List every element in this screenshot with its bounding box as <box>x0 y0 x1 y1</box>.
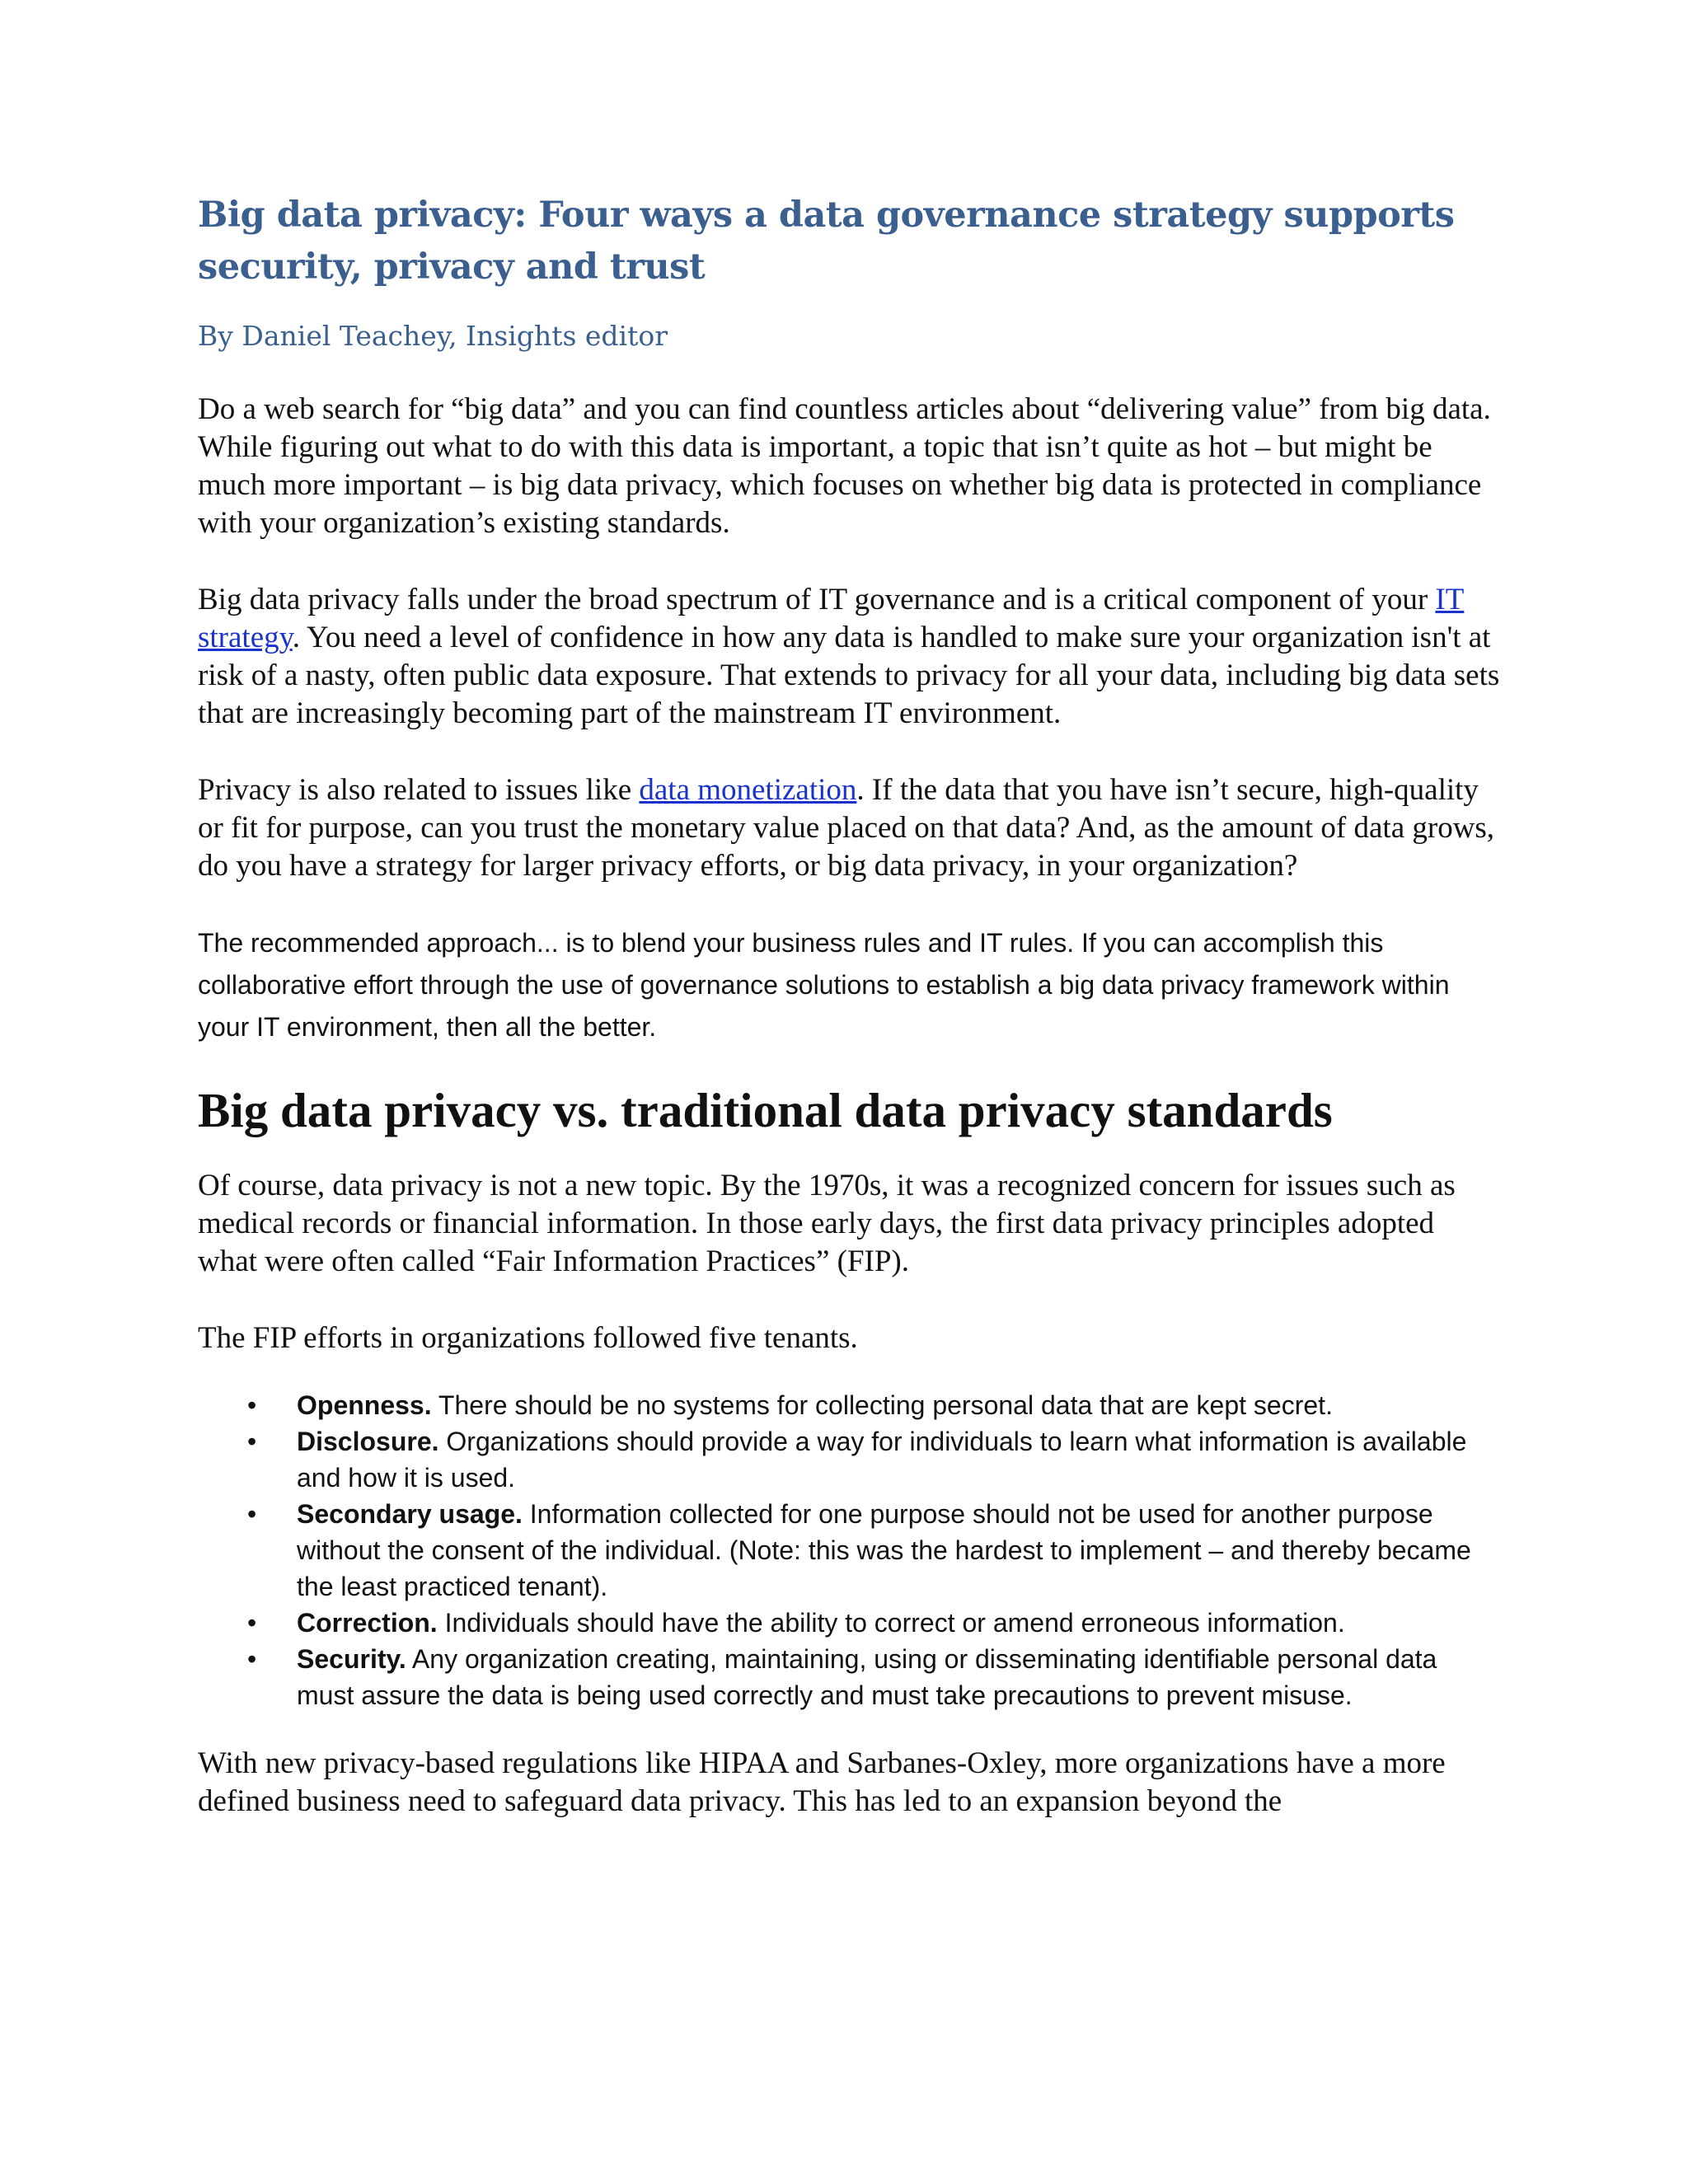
list-item <box>198 1387 1500 1423</box>
tenant-term: Security. <box>297 1644 406 1674</box>
paragraph-text: Privacy is also related to issues like <box>198 773 640 807</box>
tenant-term: Disclosure. <box>297 1427 439 1456</box>
bullet-icon: • <box>247 1427 257 1456</box>
article-title-line1: Big data privacy: Four ways a data governance strategy supports <box>198 194 1455 236</box>
bullet-icon: • <box>247 1499 257 1529</box>
tenant-text: Information collected for one purpose should not be used for another purpose without the consent of the individual. (Note: this was the hardest to implement – and thereby became the least practiced tenant). <box>297 1499 1471 1601</box>
paragraph-intro: Do a web search for “big data” and you can find countless articles about “delivering value” from big data. While figuring out what to do with this data is important, a topic that isn’t quite as hot – but might be much more important – is big data privacy, which focuses on whether big data is protected in compliance with your organization’s existing standards. <box>198 392 1491 540</box>
document-page <box>198 190 1500 1859</box>
tenant-list <box>198 1387 1500 1713</box>
section-heading: Big data privacy vs. traditional data privacy standards <box>198 1083 1333 1137</box>
tenant-text: Organizations should provide a way for individuals to learn what information is available and how it is used. <box>297 1427 1467 1493</box>
data-monetization-link[interactable]: data monetization <box>639 773 857 807</box>
list-item <box>198 1641 1500 1713</box>
tenant-term: Secondary usage. <box>297 1499 523 1529</box>
bullet-icon: • <box>247 1644 257 1674</box>
list-item <box>198 1496 1500 1605</box>
list-item <box>198 1423 1500 1496</box>
article-title-line2: security, privacy and trust <box>198 246 706 288</box>
paragraph-regulations: With new privacy-based regulations like HIPAA and Sarbanes-Oxley, more organizations have a more defined business need to safeguard data privacy. This has led to an expansion beyond the <box>198 1746 1446 1818</box>
byline: By Daniel Teachey, Insights editor <box>198 320 668 352</box>
paragraph-it-governance <box>198 581 1500 733</box>
paragraph-history: Of course, data privacy is not a new topic. By the 1970s, it was a recognized concern for issues such as medical records or financial information. In those early days, the first data privacy principles adopted what were often called “Fair Information Practices” (FIP). <box>198 1169 1456 1278</box>
article-title <box>198 190 1500 293</box>
paragraph-text: . You need a level of confidence in how any data is handled to make sure your organization isn't at risk of a nasty, often public data exposure. That extends to privacy for all your data, including big data sets that are increasingly becoming part of the mainstream IT environment. <box>198 621 1500 730</box>
paragraph-fip-intro: The FIP efforts in organizations followed five tenants. <box>198 1321 858 1355</box>
tenant-text: There should be no systems for collecting personal data that are kept secret. <box>431 1390 1333 1420</box>
bullet-icon: • <box>247 1608 257 1638</box>
paragraph-monetization <box>198 771 1500 885</box>
bullet-icon: • <box>247 1390 257 1420</box>
paragraph-text: Big data privacy falls under the broad spectrum of IT governance and is a critical component of your <box>198 583 1436 616</box>
paragraph-text: . If the data that you have isn’t secure, high-quality or fit for purpose, can you trust the monetary value placed on that data? And, as the amount of data grows, do you have a strategy for larger privacy efforts, or big data privacy, in your organization? <box>198 773 1495 883</box>
pull-quote: The recommended approach... is to blend your business rules and IT rules. If you can accomplish this collaborative effort through the use of governance solutions to establish a big data privacy framework within your IT environment, then all the better. <box>198 928 1450 1042</box>
list-item <box>198 1605 1500 1641</box>
tenant-term: Openness. <box>297 1390 432 1420</box>
tenant-text: Individuals should have the ability to correct or amend erroneous information. <box>437 1608 1345 1638</box>
tenant-text: Any organization creating, maintaining, using or disseminating identifiable personal data must assure the data is being used correctly and must take precautions to prevent misuse. <box>297 1644 1437 1710</box>
tenant-term: Correction. <box>297 1608 438 1638</box>
it-strategy-link[interactable]: IT strategy <box>198 583 1465 654</box>
